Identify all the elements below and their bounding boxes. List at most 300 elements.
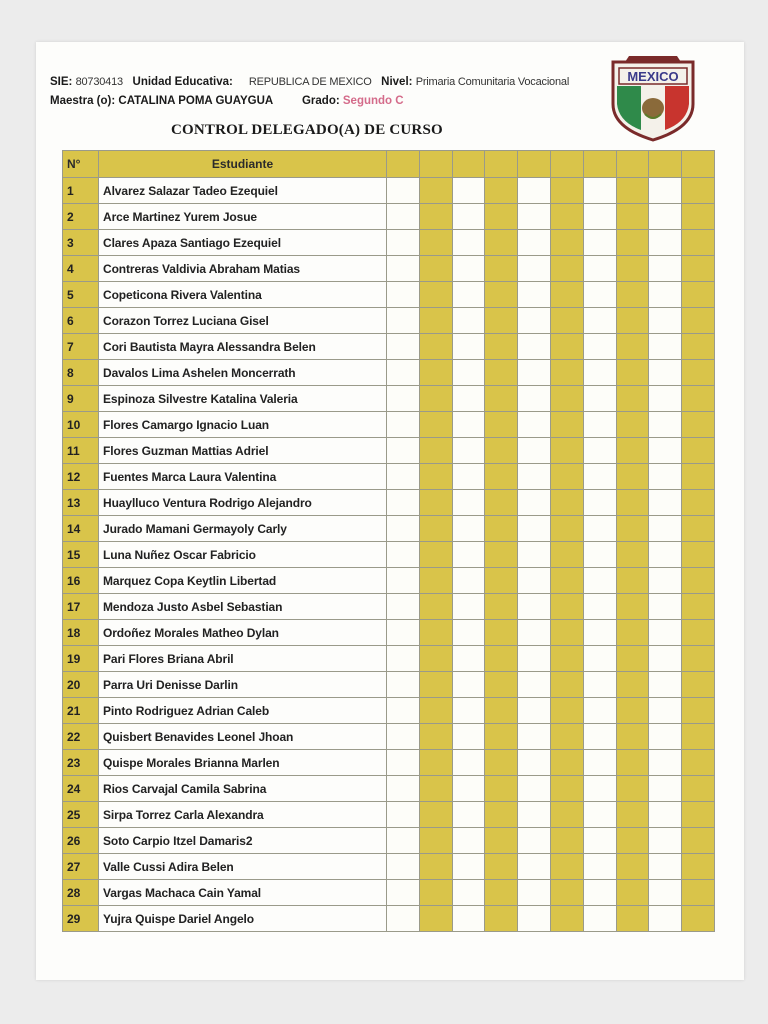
check-cell[interactable] <box>649 490 682 516</box>
check-cell[interactable] <box>518 568 551 594</box>
check-cell[interactable] <box>485 230 518 256</box>
check-cell[interactable] <box>583 308 616 334</box>
check-cell[interactable] <box>649 646 682 672</box>
check-cell[interactable] <box>518 490 551 516</box>
check-cell[interactable] <box>387 906 420 932</box>
check-cell[interactable] <box>550 282 583 308</box>
check-cell[interactable] <box>387 750 420 776</box>
check-cell[interactable] <box>518 672 551 698</box>
check-cell[interactable] <box>649 854 682 880</box>
column-header-number: N° <box>63 151 99 178</box>
check-cell[interactable] <box>583 646 616 672</box>
check-cell[interactable] <box>550 204 583 230</box>
check-cell[interactable] <box>452 568 485 594</box>
check-cell[interactable] <box>649 360 682 386</box>
check-cell[interactable] <box>518 854 551 880</box>
check-cell[interactable] <box>452 282 485 308</box>
check-cell[interactable] <box>583 620 616 646</box>
check-cell[interactable] <box>485 828 518 854</box>
check-cell[interactable] <box>682 282 715 308</box>
check-cell[interactable] <box>387 308 420 334</box>
check-cell[interactable] <box>419 906 452 932</box>
check-cell[interactable] <box>518 750 551 776</box>
check-cell[interactable] <box>550 906 583 932</box>
check-cell[interactable] <box>419 334 452 360</box>
check-cell[interactable] <box>550 542 583 568</box>
check-cell[interactable] <box>550 412 583 438</box>
check-cell[interactable] <box>616 620 649 646</box>
check-cell[interactable] <box>649 256 682 282</box>
check-cell[interactable] <box>452 516 485 542</box>
check-cell[interactable] <box>518 776 551 802</box>
check-cell[interactable] <box>485 360 518 386</box>
check-cell[interactable] <box>649 464 682 490</box>
check-cell[interactable] <box>616 542 649 568</box>
check-cell[interactable] <box>649 828 682 854</box>
check-cell[interactable] <box>452 204 485 230</box>
check-cell[interactable] <box>387 438 420 464</box>
check-cell[interactable] <box>583 386 616 412</box>
check-cell[interactable] <box>682 490 715 516</box>
check-cell[interactable] <box>583 828 616 854</box>
check-cell[interactable] <box>485 646 518 672</box>
check-cell[interactable] <box>387 282 420 308</box>
check-cell[interactable] <box>485 620 518 646</box>
check-cell[interactable] <box>419 542 452 568</box>
check-cell[interactable] <box>452 620 485 646</box>
check-cell[interactable] <box>616 282 649 308</box>
check-cell[interactable] <box>682 360 715 386</box>
check-cell[interactable] <box>649 204 682 230</box>
check-cell[interactable] <box>485 204 518 230</box>
check-cell[interactable] <box>419 256 452 282</box>
check-cell[interactable] <box>616 334 649 360</box>
student-name: Sirpa Torrez Carla Alexandra <box>99 802 387 828</box>
check-cell[interactable] <box>649 412 682 438</box>
check-cell[interactable] <box>419 724 452 750</box>
check-cell[interactable] <box>550 776 583 802</box>
check-cell[interactable] <box>682 776 715 802</box>
check-cell[interactable] <box>419 880 452 906</box>
check-cell[interactable] <box>583 568 616 594</box>
check-cell[interactable] <box>550 880 583 906</box>
check-cell[interactable] <box>583 178 616 204</box>
check-cell[interactable] <box>387 802 420 828</box>
check-cell[interactable] <box>583 490 616 516</box>
check-cell[interactable] <box>682 386 715 412</box>
check-cell[interactable] <box>649 802 682 828</box>
check-cell[interactable] <box>583 282 616 308</box>
check-cell[interactable] <box>616 386 649 412</box>
check-cell[interactable] <box>518 906 551 932</box>
check-cell[interactable] <box>583 880 616 906</box>
check-cell[interactable] <box>583 672 616 698</box>
check-cell[interactable] <box>649 178 682 204</box>
check-cell[interactable] <box>485 178 518 204</box>
check-cell[interactable] <box>387 412 420 438</box>
check-cell[interactable] <box>518 256 551 282</box>
check-cell[interactable] <box>583 776 616 802</box>
check-cell[interactable] <box>682 178 715 204</box>
table-row <box>63 464 715 490</box>
check-cell[interactable] <box>682 542 715 568</box>
check-cell[interactable] <box>387 230 420 256</box>
check-cell[interactable] <box>649 568 682 594</box>
check-cell[interactable] <box>387 464 420 490</box>
check-cell[interactable] <box>616 360 649 386</box>
check-cell[interactable] <box>387 516 420 542</box>
check-cell[interactable] <box>452 308 485 334</box>
check-cell[interactable] <box>649 750 682 776</box>
check-cell[interactable] <box>550 490 583 516</box>
check-cell[interactable] <box>682 750 715 776</box>
check-cell[interactable] <box>485 594 518 620</box>
check-cell[interactable] <box>419 308 452 334</box>
check-cell[interactable] <box>419 646 452 672</box>
check-cell[interactable] <box>419 360 452 386</box>
check-cell[interactable] <box>550 334 583 360</box>
check-cell[interactable] <box>550 386 583 412</box>
check-cell[interactable] <box>419 412 452 438</box>
check-cell[interactable] <box>387 256 420 282</box>
check-cell[interactable] <box>452 594 485 620</box>
check-cell[interactable] <box>452 334 485 360</box>
check-cell[interactable] <box>616 516 649 542</box>
check-cell[interactable] <box>387 568 420 594</box>
check-cell[interactable] <box>485 256 518 282</box>
check-cell[interactable] <box>485 386 518 412</box>
check-cell[interactable] <box>419 516 452 542</box>
check-cell[interactable] <box>419 594 452 620</box>
check-cell[interactable] <box>387 386 420 412</box>
check-cell[interactable] <box>583 516 616 542</box>
check-cell[interactable] <box>616 646 649 672</box>
check-cell[interactable] <box>518 386 551 412</box>
check-cell[interactable] <box>452 750 485 776</box>
check-cell[interactable] <box>682 256 715 282</box>
check-cell[interactable] <box>387 698 420 724</box>
check-cell[interactable] <box>485 672 518 698</box>
check-cell[interactable] <box>485 542 518 568</box>
check-cell[interactable] <box>583 542 616 568</box>
check-cell[interactable] <box>518 516 551 542</box>
check-cell[interactable] <box>485 438 518 464</box>
check-cell[interactable] <box>452 724 485 750</box>
check-cell[interactable] <box>616 776 649 802</box>
check-cell[interactable] <box>518 802 551 828</box>
check-cell[interactable] <box>649 880 682 906</box>
check-cell[interactable] <box>387 646 420 672</box>
check-cell[interactable] <box>518 646 551 672</box>
check-cell[interactable] <box>550 178 583 204</box>
check-cell[interactable] <box>485 724 518 750</box>
check-cell[interactable] <box>387 776 420 802</box>
check-cell[interactable] <box>550 230 583 256</box>
check-cell[interactable] <box>452 776 485 802</box>
check-cell[interactable] <box>387 594 420 620</box>
check-cell[interactable] <box>452 256 485 282</box>
check-cell[interactable] <box>583 230 616 256</box>
table-row <box>63 828 715 854</box>
check-cell[interactable] <box>583 750 616 776</box>
table-row <box>63 672 715 698</box>
check-cell[interactable] <box>616 412 649 438</box>
check-cell[interactable] <box>485 308 518 334</box>
check-cell[interactable] <box>518 698 551 724</box>
check-cell[interactable] <box>649 386 682 412</box>
check-cell[interactable] <box>616 464 649 490</box>
check-cell[interactable] <box>616 568 649 594</box>
check-cell[interactable] <box>387 178 420 204</box>
check-cell[interactable] <box>649 672 682 698</box>
check-cell[interactable] <box>419 178 452 204</box>
check-cell[interactable] <box>682 854 715 880</box>
check-cell[interactable] <box>518 542 551 568</box>
check-cell[interactable] <box>550 750 583 776</box>
check-cell[interactable] <box>550 256 583 282</box>
check-cell[interactable] <box>550 672 583 698</box>
check-cell[interactable] <box>583 854 616 880</box>
check-cell[interactable] <box>518 828 551 854</box>
table-row <box>63 334 715 360</box>
check-cell[interactable] <box>550 620 583 646</box>
check-cell[interactable] <box>452 906 485 932</box>
check-cell[interactable] <box>616 672 649 698</box>
check-cell[interactable] <box>485 750 518 776</box>
check-cell[interactable] <box>616 698 649 724</box>
check-cell[interactable] <box>387 854 420 880</box>
check-cell[interactable] <box>682 438 715 464</box>
check-cell[interactable] <box>452 854 485 880</box>
check-cell[interactable] <box>518 360 551 386</box>
check-cell[interactable] <box>419 620 452 646</box>
check-cell[interactable] <box>518 178 551 204</box>
check-cell[interactable] <box>682 334 715 360</box>
check-cell[interactable] <box>452 230 485 256</box>
check-cell[interactable] <box>616 204 649 230</box>
check-cell[interactable] <box>452 360 485 386</box>
check-cell[interactable] <box>583 360 616 386</box>
table-row <box>63 750 715 776</box>
check-cell[interactable] <box>583 698 616 724</box>
check-cell[interactable] <box>583 464 616 490</box>
check-cell[interactable] <box>518 594 551 620</box>
check-cell[interactable] <box>682 464 715 490</box>
check-cell[interactable] <box>616 750 649 776</box>
check-cell[interactable] <box>583 334 616 360</box>
check-cell[interactable] <box>583 204 616 230</box>
check-cell[interactable] <box>518 282 551 308</box>
check-cell[interactable] <box>387 620 420 646</box>
check-cell[interactable] <box>649 438 682 464</box>
check-cell[interactable] <box>452 802 485 828</box>
check-cell[interactable] <box>452 178 485 204</box>
check-cell[interactable] <box>550 360 583 386</box>
check-cell[interactable] <box>550 594 583 620</box>
check-cell[interactable] <box>616 828 649 854</box>
check-cell[interactable] <box>616 802 649 828</box>
check-cell[interactable] <box>682 204 715 230</box>
check-cell[interactable] <box>616 178 649 204</box>
check-cell[interactable] <box>419 282 452 308</box>
check-cell[interactable] <box>419 490 452 516</box>
check-cell[interactable] <box>616 490 649 516</box>
check-cell[interactable] <box>419 230 452 256</box>
check-cell[interactable] <box>550 438 583 464</box>
check-cell[interactable] <box>649 906 682 932</box>
check-cell[interactable] <box>616 724 649 750</box>
check-cell[interactable] <box>616 256 649 282</box>
check-cell[interactable] <box>550 724 583 750</box>
check-cell[interactable] <box>649 724 682 750</box>
check-cell[interactable] <box>419 854 452 880</box>
check-cell[interactable] <box>550 698 583 724</box>
check-cell[interactable] <box>583 412 616 438</box>
check-cell[interactable] <box>387 724 420 750</box>
check-cell[interactable] <box>452 646 485 672</box>
check-cell[interactable] <box>616 308 649 334</box>
check-cell[interactable] <box>387 360 420 386</box>
check-cell[interactable] <box>682 412 715 438</box>
nivel-label: Nivel: <box>381 76 413 88</box>
check-cell[interactable] <box>518 230 551 256</box>
check-cell[interactable] <box>649 334 682 360</box>
check-cell[interactable] <box>583 256 616 282</box>
check-cell[interactable] <box>485 698 518 724</box>
check-cell[interactable] <box>419 464 452 490</box>
check-cell[interactable] <box>452 880 485 906</box>
check-cell[interactable] <box>419 204 452 230</box>
check-cell[interactable] <box>518 620 551 646</box>
check-cell[interactable] <box>583 906 616 932</box>
check-cell[interactable] <box>682 672 715 698</box>
check-cell[interactable] <box>485 412 518 438</box>
check-cell[interactable] <box>550 828 583 854</box>
check-cell[interactable] <box>649 308 682 334</box>
check-cell[interactable] <box>419 438 452 464</box>
check-cell[interactable] <box>550 516 583 542</box>
check-cell[interactable] <box>550 802 583 828</box>
check-cell[interactable] <box>419 672 452 698</box>
check-cell[interactable] <box>452 542 485 568</box>
check-cell[interactable] <box>583 594 616 620</box>
check-cell[interactable] <box>452 490 485 516</box>
check-cell[interactable] <box>649 282 682 308</box>
check-cell[interactable] <box>649 594 682 620</box>
check-cell[interactable] <box>518 724 551 750</box>
check-cell[interactable] <box>485 490 518 516</box>
check-cell[interactable] <box>419 802 452 828</box>
check-cell[interactable] <box>518 204 551 230</box>
check-cell[interactable] <box>387 490 420 516</box>
check-cell[interactable] <box>616 880 649 906</box>
check-cell[interactable] <box>452 412 485 438</box>
check-cell[interactable] <box>649 516 682 542</box>
check-cell[interactable] <box>682 906 715 932</box>
check-cell[interactable] <box>518 438 551 464</box>
column-header-check <box>616 151 649 178</box>
check-cell[interactable] <box>518 308 551 334</box>
check-cell[interactable] <box>387 204 420 230</box>
check-cell[interactable] <box>550 464 583 490</box>
check-cell[interactable] <box>682 594 715 620</box>
check-cell[interactable] <box>452 698 485 724</box>
check-cell[interactable] <box>682 620 715 646</box>
check-cell[interactable] <box>387 672 420 698</box>
check-cell[interactable] <box>419 776 452 802</box>
check-cell[interactable] <box>485 334 518 360</box>
check-cell[interactable] <box>485 464 518 490</box>
check-cell[interactable] <box>452 828 485 854</box>
check-cell[interactable] <box>550 568 583 594</box>
check-cell[interactable] <box>616 854 649 880</box>
check-cell[interactable] <box>682 568 715 594</box>
check-cell[interactable] <box>485 282 518 308</box>
check-cell[interactable] <box>682 646 715 672</box>
check-cell[interactable] <box>682 828 715 854</box>
check-cell[interactable] <box>649 620 682 646</box>
check-cell[interactable] <box>452 438 485 464</box>
check-cell[interactable] <box>419 828 452 854</box>
check-cell[interactable] <box>387 542 420 568</box>
check-cell[interactable] <box>649 698 682 724</box>
check-cell[interactable] <box>583 724 616 750</box>
check-cell[interactable] <box>485 802 518 828</box>
check-cell[interactable] <box>419 386 452 412</box>
check-cell[interactable] <box>485 568 518 594</box>
check-cell[interactable] <box>419 698 452 724</box>
check-cell[interactable] <box>583 438 616 464</box>
check-cell[interactable] <box>682 516 715 542</box>
check-cell[interactable] <box>452 386 485 412</box>
check-cell[interactable] <box>616 438 649 464</box>
check-cell[interactable] <box>485 776 518 802</box>
check-cell[interactable] <box>682 698 715 724</box>
check-cell[interactable] <box>616 906 649 932</box>
check-cell[interactable] <box>550 308 583 334</box>
check-cell[interactable] <box>518 464 551 490</box>
check-cell[interactable] <box>387 334 420 360</box>
check-cell[interactable] <box>682 308 715 334</box>
check-cell[interactable] <box>649 776 682 802</box>
check-cell[interactable] <box>419 568 452 594</box>
check-cell[interactable] <box>485 880 518 906</box>
check-cell[interactable] <box>452 464 485 490</box>
row-number: 5 <box>63 282 99 308</box>
check-cell[interactable] <box>583 802 616 828</box>
check-cell[interactable] <box>518 412 551 438</box>
check-cell[interactable] <box>649 230 682 256</box>
check-cell[interactable] <box>616 594 649 620</box>
check-cell[interactable] <box>518 880 551 906</box>
check-cell[interactable] <box>682 230 715 256</box>
check-cell[interactable] <box>485 854 518 880</box>
check-cell[interactable] <box>387 880 420 906</box>
check-cell[interactable] <box>682 880 715 906</box>
check-cell[interactable] <box>649 542 682 568</box>
check-cell[interactable] <box>452 672 485 698</box>
check-cell[interactable] <box>682 724 715 750</box>
check-cell[interactable] <box>550 646 583 672</box>
check-cell[interactable] <box>485 516 518 542</box>
check-cell[interactable] <box>419 750 452 776</box>
check-cell[interactable] <box>387 828 420 854</box>
check-cell[interactable] <box>616 230 649 256</box>
check-cell[interactable] <box>485 906 518 932</box>
check-cell[interactable] <box>518 334 551 360</box>
check-cell[interactable] <box>682 802 715 828</box>
check-cell[interactable] <box>550 854 583 880</box>
